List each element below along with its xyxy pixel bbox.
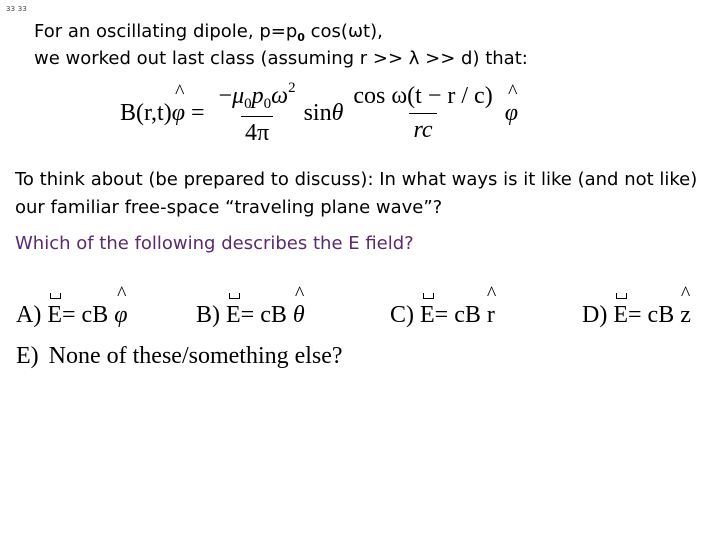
e-vector: E [47, 302, 62, 328]
option-d[interactable] [582, 302, 691, 329]
amplitude-denominator: 4π [241, 116, 273, 147]
option-b-label: B) [196, 302, 220, 328]
question-text[interactable]: Which of the following describes the E field? [15, 233, 414, 254]
phase-fraction [349, 83, 496, 144]
mu-subscript: 0 [244, 96, 252, 112]
option-e[interactable] [16, 343, 343, 370]
equals-sign: = [190, 100, 205, 126]
p-subscript-formula: 0 [263, 96, 272, 112]
option-c-text: = cB [434, 302, 481, 328]
intro-line-1-end: cos(ωt), [304, 21, 383, 42]
think-about-text: To think about (be prepared to discuss): In what ways is it like (and not like) our familiar free-space “traveling plane wave”? [15, 169, 698, 218]
p-symbol: p [251, 83, 264, 109]
phi-hat-unit: ^ φ [114, 302, 127, 329]
e-vector: E [613, 302, 628, 328]
slide-number: 33 33 [6, 5, 28, 13]
r-hat-unit: ^ r [487, 302, 495, 329]
phase-numerator: cos ω(t − r / c) [353, 83, 493, 109]
phi-hat-unit-vector: ^ φ [172, 100, 185, 127]
intro-line-1 [34, 18, 528, 45]
option-a[interactable] [16, 302, 127, 329]
amplitude-numerator [215, 80, 300, 116]
e-vector: E [420, 302, 435, 328]
intro-text [34, 18, 528, 72]
option-e-label: E) [16, 343, 39, 369]
theta-hat-unit: ^ θ [293, 302, 305, 329]
theta-symbol: θ [331, 100, 344, 126]
formula-lhs: B(r,t) [120, 100, 172, 126]
p-subscript: 0 [297, 31, 305, 44]
z-hat-unit: ^ z [680, 302, 691, 329]
omega-exponent: 2 [288, 80, 296, 96]
option-d-label: D) [582, 302, 608, 328]
omega-symbol: ω [271, 83, 289, 109]
option-a-text: = cB [62, 302, 109, 328]
option-b-text: = cB [240, 302, 287, 328]
intro-line-1-start: For an oscillating dipole, p=p [34, 21, 298, 42]
amplitude-fraction [215, 80, 300, 147]
phase-denominator: rc [409, 113, 436, 144]
sin-function: sin [303, 100, 332, 126]
mu-symbol: μ [232, 83, 245, 109]
e-vector: E [226, 302, 241, 328]
option-b[interactable] [196, 302, 305, 329]
b-field-formula [120, 80, 518, 147]
option-e-text: None of these/something else? [48, 343, 343, 369]
option-c[interactable] [390, 302, 495, 329]
option-a-label: A) [16, 302, 42, 328]
minus-sign: − [218, 83, 233, 109]
option-c-label: C) [390, 302, 414, 328]
phi-hat-unit-vector-right: ^ φ [505, 100, 518, 127]
intro-line-2: we worked out last class (assuming r >> λ >> d) that: [34, 48, 528, 69]
option-d-text: = cB [628, 302, 675, 328]
